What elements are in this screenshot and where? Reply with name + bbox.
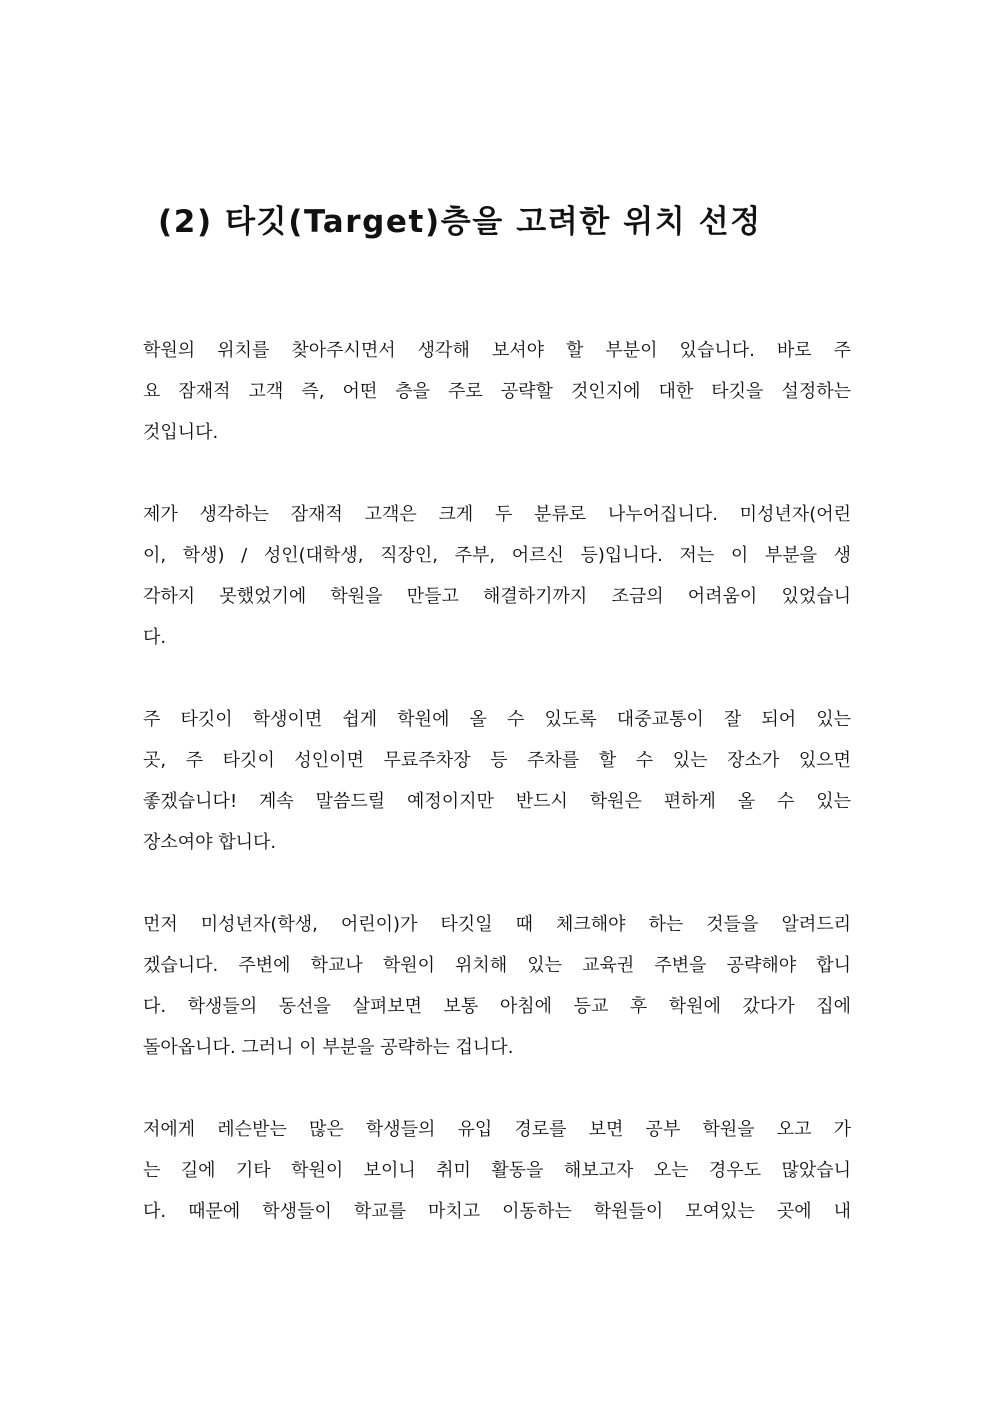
text-line: 겠습니다. 주변에 학교나 학원이 위치해 있는 교육권 주변을 공략해야 합니 (143, 955, 851, 976)
paragraph-minor-target (143, 904, 851, 1068)
text-line: 곳, 주 타깃이 성인이면 무료주차장 등 주차를 할 수 있는 장소가 있으면 (143, 750, 851, 771)
text-line: 좋겠습니다! 계속 말씀드릴 예정이지만 반드시 학원은 편하게 올 수 있는 (143, 791, 851, 812)
text-line: 제가 생각하는 잠재적 고객은 크게 두 분류로 나누어집니다. 미성년자(어린 (143, 504, 851, 525)
paragraph-potential-customers (143, 494, 851, 658)
text-line: 는 길에 기타 학원이 보이니 취미 활동을 해보고자 오는 경우도 많았습니 (143, 1160, 851, 1181)
section-title: (2) 타깃(Target)층을 고려한 위치 선정 (158, 204, 762, 240)
paragraph-transport-parking (143, 699, 851, 863)
text-line: 다. (143, 627, 167, 648)
text-line: 이, 학생) / 성인(대학생, 직장인, 주부, 어르신 등)입니다. 저는 이 부분을 생 (143, 545, 851, 566)
text-line: 학원의 위치를 찾아주시면서 생각해 보셔야 할 부분이 있습니다. 바로 주 (143, 340, 851, 361)
text-line: 돌아옵니다. 그러니 이 부분을 공략하는 겁니다. (143, 1037, 514, 1058)
paragraph-student-inflow (143, 1109, 851, 1232)
text-line: 요 잠재적 고객 즉, 어떤 층을 주로 공략할 것인지에 대한 타깃을 설정하는 (143, 381, 851, 402)
text-line: 것입니다. (143, 422, 219, 443)
text-line: 주 타깃이 학생이면 쉽게 학원에 올 수 있도록 대중교통이 잘 되어 있는 (143, 709, 851, 730)
text-line: 장소여야 합니다. (143, 832, 277, 853)
text-line: 다. 학생들의 동선을 살펴보면 보통 아침에 등교 후 학원에 갔다가 집에 (143, 996, 851, 1017)
text-line: 각하지 못했었기에 학원을 만들고 해결하기까지 조금의 어려움이 있었습니 (143, 586, 851, 607)
text-line: 먼저 미성년자(학생, 어린이)가 타깃일 때 체크해야 하는 것들을 알려드리 (143, 914, 851, 935)
text-line: 다. 때문에 학생들이 학교를 마치고 이동하는 학원들이 모여있는 곳에 내 (143, 1201, 851, 1222)
text-line: 저에게 레슨받는 많은 학생들의 유입 경로를 보면 공부 학원을 오고 가 (143, 1119, 851, 1140)
document-body (143, 330, 851, 1273)
paragraph-location-target (143, 330, 851, 453)
